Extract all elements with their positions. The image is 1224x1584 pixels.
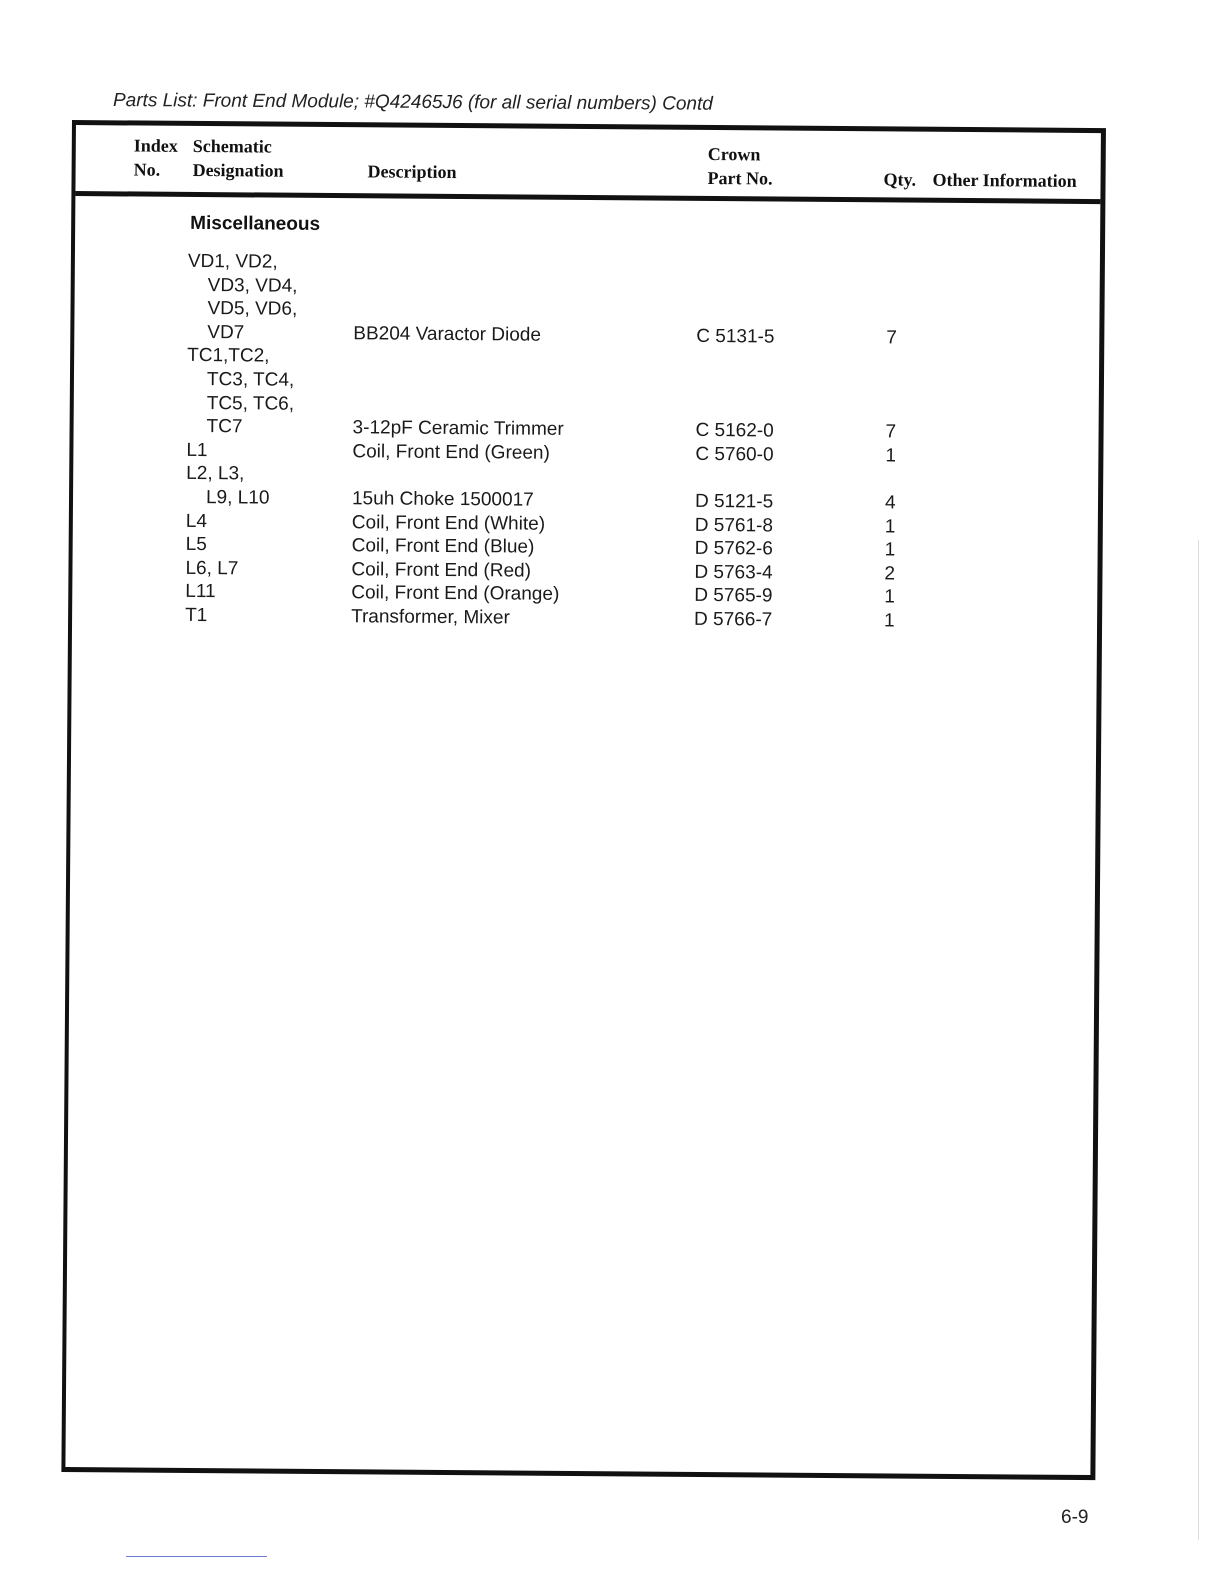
- description-cell: Coil, Front End (Orange): [351, 582, 560, 606]
- page-title: Parts List: Front End Module; #Q42465J6 (for all serial numbers) Contd: [112, 90, 713, 115]
- designation-cell: L1: [186, 439, 208, 461]
- description-cell: Coil, Front End (Green): [352, 440, 550, 464]
- description-cell: Coil, Front End (Blue): [351, 535, 535, 558]
- header-part-line2: Part No.: [707, 167, 773, 189]
- part-number-cell: D 5761-8: [694, 514, 774, 537]
- designation-cell: L11: [185, 581, 216, 603]
- part-number-cell: C 5162-0: [695, 420, 774, 442]
- header-schematic-line1: Schematic: [192, 135, 272, 157]
- header-qty: Qty.: [883, 169, 917, 190]
- part-number-cell: D 5762-6: [694, 538, 773, 560]
- section-heading: Miscellaneous: [190, 212, 321, 235]
- parts-rows: [72, 249, 1075, 634]
- part-number-cell: D 5121-5: [694, 490, 774, 513]
- designation-cell: VD5, VD6,: [207, 298, 298, 320]
- header-part-line1: Crown: [707, 143, 761, 165]
- designation-cell: VD3, VD4,: [207, 274, 298, 297]
- designation-cell: TC1,TC2,: [187, 345, 270, 367]
- designation-cell: L6, L7: [185, 557, 239, 580]
- description-cell: Coil, Front End (White): [351, 511, 546, 535]
- designation-cell: VD1, VD2,: [187, 250, 278, 273]
- designation-cell: L5: [185, 534, 207, 556]
- page-edge-shadow: [1198, 540, 1199, 1540]
- footer-rule: [126, 1556, 267, 1557]
- description-cell: BB204 Varactor Diode: [353, 322, 542, 346]
- qty-cell: 2: [884, 563, 896, 585]
- parts-table: [61, 120, 1106, 1480]
- part-number-cell: C 5760-0: [695, 443, 774, 466]
- qty-cell: 1: [884, 586, 895, 608]
- designation-cell: T1: [185, 604, 208, 626]
- designation-cell: VD7: [207, 321, 245, 344]
- part-number-cell: C 5131-5: [696, 325, 775, 348]
- part-number-cell: D 5763-4: [694, 561, 773, 584]
- designation-cell: TC5, TC6,: [206, 392, 295, 415]
- description-cell: Transformer, Mixer: [351, 606, 510, 629]
- header-other-information: Other Information: [932, 169, 1077, 191]
- designation-cell: TC3, TC4,: [206, 369, 295, 391]
- qty-cell: 7: [885, 421, 897, 443]
- header-schematic-line2: Designation: [192, 159, 284, 181]
- page-number: 6-9: [1061, 1507, 1089, 1528]
- header-index-line2: No.: [133, 159, 161, 180]
- qty-cell: 1: [884, 539, 896, 561]
- designation-cell: TC7: [206, 416, 243, 438]
- designation-cell: L4: [185, 510, 208, 532]
- designation-cell: L2, L3,: [186, 463, 245, 485]
- qty-cell: 4: [884, 492, 896, 514]
- description-cell: 3-12pF Ceramic Trimmer: [352, 417, 564, 441]
- qty-cell: 1: [885, 445, 897, 467]
- qty-cell: 7: [886, 327, 897, 349]
- description-cell: 15uh Choke 1500017: [351, 488, 534, 511]
- header-description: Description: [367, 161, 457, 183]
- qty-cell: 1: [884, 610, 895, 632]
- header-index-line1: Index: [133, 135, 178, 156]
- qty-cell: 1: [884, 515, 896, 538]
- description-cell: Coil, Front End (Red): [351, 558, 532, 582]
- table-header: [75, 125, 1101, 204]
- part-number-cell: D 5766-7: [694, 608, 773, 631]
- part-number-cell: D 5765-9: [694, 585, 773, 607]
- designation-cell: L9, L10: [205, 487, 270, 509]
